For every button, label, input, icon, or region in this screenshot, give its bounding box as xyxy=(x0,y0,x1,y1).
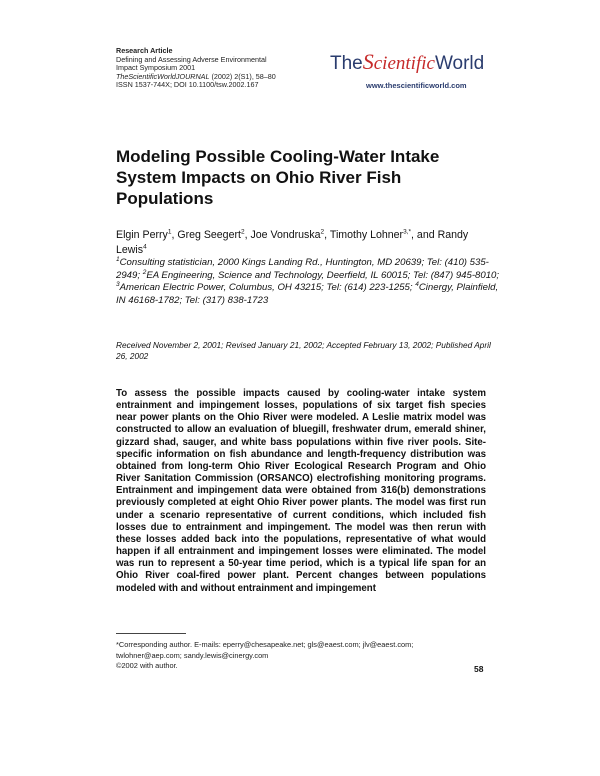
affiliation: $^3$American Electric Power, Columbus, OH 43215; Tel: (614) 223-1255; xyxy=(116,281,416,294)
page-number: 58 xyxy=(474,664,484,674)
footnote-line-2: twlohner@aep.com; sandy.lewis@cinergy.com xyxy=(116,650,269,660)
logo-url: www.thescientificworld.com xyxy=(366,81,467,90)
affiliation: $^4$Cinergy, Plainfield, IN 46168-1782; Tel: (317) 838-1723 xyxy=(116,281,499,306)
journal-name: TheScientificWorldJOURNAL xyxy=(116,71,210,81)
author: Joe Vondruska$^2$, xyxy=(250,228,330,241)
author: Randy Lewis$^4$ xyxy=(116,229,469,256)
logo-s: S xyxy=(362,49,374,74)
affiliation: $^1$Consulting statistician, 2000 Kings Landing Rd., Huntington, MD 20639; Tel: (410) 535-2949; xyxy=(116,255,489,281)
publication-dates: Received November 2, 2001; Revised January 21, 2002; Accepted February 13, 2002; Published April 26, 2002 xyxy=(116,340,491,361)
copyright: ©2002 with author. xyxy=(116,661,178,671)
footnote-line-1: *Corresponding author. E-mails: eperry@chesapeake.net; gls@eaest.com; jlv@eaest.com; xyxy=(116,640,414,649)
issn-doi: ISSN 1537-744X; DOI 10.1100/tsw.2002.167 xyxy=(116,80,259,90)
abstract: To assess the possible impacts caused by cooling-water intake system entrainment and impingement losses, populations of six target fish species near power plants on the Ohio River were modeled. A Leslie matrix model was constructed to allow an evaluation of bluegill, freshwater drum, emerald shiner, gizzard shad, sauger, and white bass populations within five river pools. Site-specific information on fish abundance and length-frequency distribution was obtained from long-term Ohio River Ecological Research Program and Ohio River Sanitation Commission (ORSANCO) electrofishing monitoring programs. Entrainment and impingement data were obtained from 316(b) demonstrations previously completed at eight Ohio River power plants. The model was first run under a scenario representative of current conditions, which included fish losses due to entrainment and impingement. The model was then rerun with these losses added back into the populations, representative of what would happen if all entrainment and impingement losses were eliminated. The model was run to represent a 50-year time period, which is a typical life span for an Ohio River coal-fired power plant. Percent changes between populations modeled with and without entrainment and impingement xyxy=(116,388,486,594)
logo-cientific: cientific xyxy=(373,53,435,74)
footnote-rule xyxy=(116,633,186,634)
logo-the: The xyxy=(330,53,363,74)
affiliations xyxy=(116,257,501,307)
symposium-line-1: Defining and Assessing Adverse Environmental xyxy=(116,54,267,64)
logo-wordmark xyxy=(330,49,485,74)
logo-world: World xyxy=(434,53,485,74)
symposium-line-2: Impact Symposium 2001 xyxy=(116,63,196,73)
author-list xyxy=(116,228,496,258)
author: Greg Seegert$^2$, xyxy=(177,228,251,241)
corresponding-asterisk: * xyxy=(408,228,412,236)
paper-title: Modeling Possible Cooling-Water Intake System Impacts on Ohio River Fish Populations xyxy=(116,147,440,208)
author: Elgin Perry$^1$, xyxy=(116,228,178,241)
author: Timothy Lohner$^{3,*}$, and xyxy=(329,228,438,241)
journal-citation: (2002) 2(S1), 58–80 xyxy=(209,71,276,81)
affiliation: $^2$EA Engineering, Science and Technology, Deerfield, IL 60015; Tel: (847) 945-8010; xyxy=(142,268,500,281)
journal-logo xyxy=(330,49,485,97)
article-type: Research Article xyxy=(116,46,173,55)
footnote xyxy=(116,640,476,672)
journal-header xyxy=(116,47,276,90)
